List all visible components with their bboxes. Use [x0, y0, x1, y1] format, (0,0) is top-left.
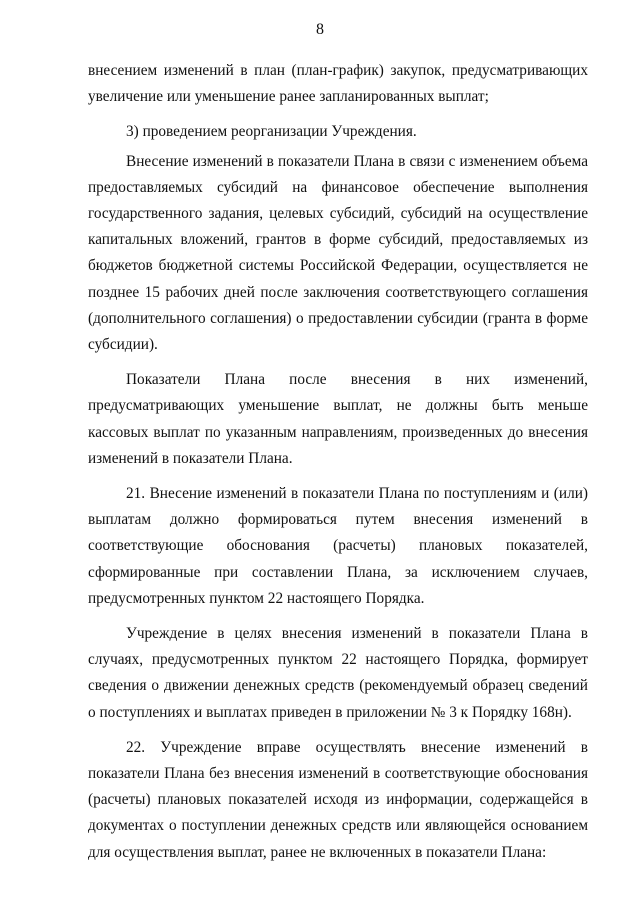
paragraph-clause-22: 22. Учреждение вправе осуществлять внесение изменений в показатели Плана без внесения изменений в соответствующие обоснования (расчеты) плановых показателей исходя из информации, содержащейся в документах о поступлении денежных средств или являющейся основанием для осуществления выплат, ранее не включенных в показатели Плана:: [88, 738, 588, 861]
paragraph-subsidy-changes: Внесение изменений в показатели Плана в связи с изменением объема предоставляемых субсидий на финансовое обеспечение выполнения государственного задания, целевых субсидий, субсидий на осуществление капитальных вложений, грантов в форме субсидий, предоставляемых из бюджетов бюджетной системы Российской Федерации, осуществляется не позднее 15 рабочих дней после заключения соответствующего соглашения (дополнительного соглашения) о предоставлении субсидии (гранта в форме субсидии).: [88, 152, 588, 354]
paragraph-list-item-3: 3) проведением реорганизации Учреждения.: [126, 123, 417, 141]
paragraph-cash-flow-info: Учреждение в целях внесения изменений в показатели Плана в случаях, предусмотренных пунктом 22 настоящего Порядка, формирует сведения о движении денежных средств (рекомендуемый образец сведений о поступлениях и выплатах приведен в приложении № 3 к Порядку 168н).: [88, 625, 588, 721]
paragraph-plan-indicators: Показатели Плана после внесения в них изменений, предусматривающих уменьшение выплат, не должны быть меньше кассовых выплат по указанным направлениям, произведенных до внесения изменений в показатели Плана.: [88, 371, 588, 467]
paragraph-continuation: внесением изменений в план (план-график) закупок, предусматривающих увеличение или уменьшение ранее запланированных выплат;: [88, 62, 588, 106]
page-number: 8: [316, 21, 324, 38]
document-body: [88, 58, 588, 866]
paragraph-clause-21: 21. Внесение изменений в показатели Плана по поступлениям и (или) выплатам должно формироваться путем внесения изменений в соответствующие обоснования (расчеты) плановых показателей, сформированные при составлении Плана, за исключением случаев, предусмотренных пунктом 22 настоящего Порядка.: [88, 485, 588, 607]
